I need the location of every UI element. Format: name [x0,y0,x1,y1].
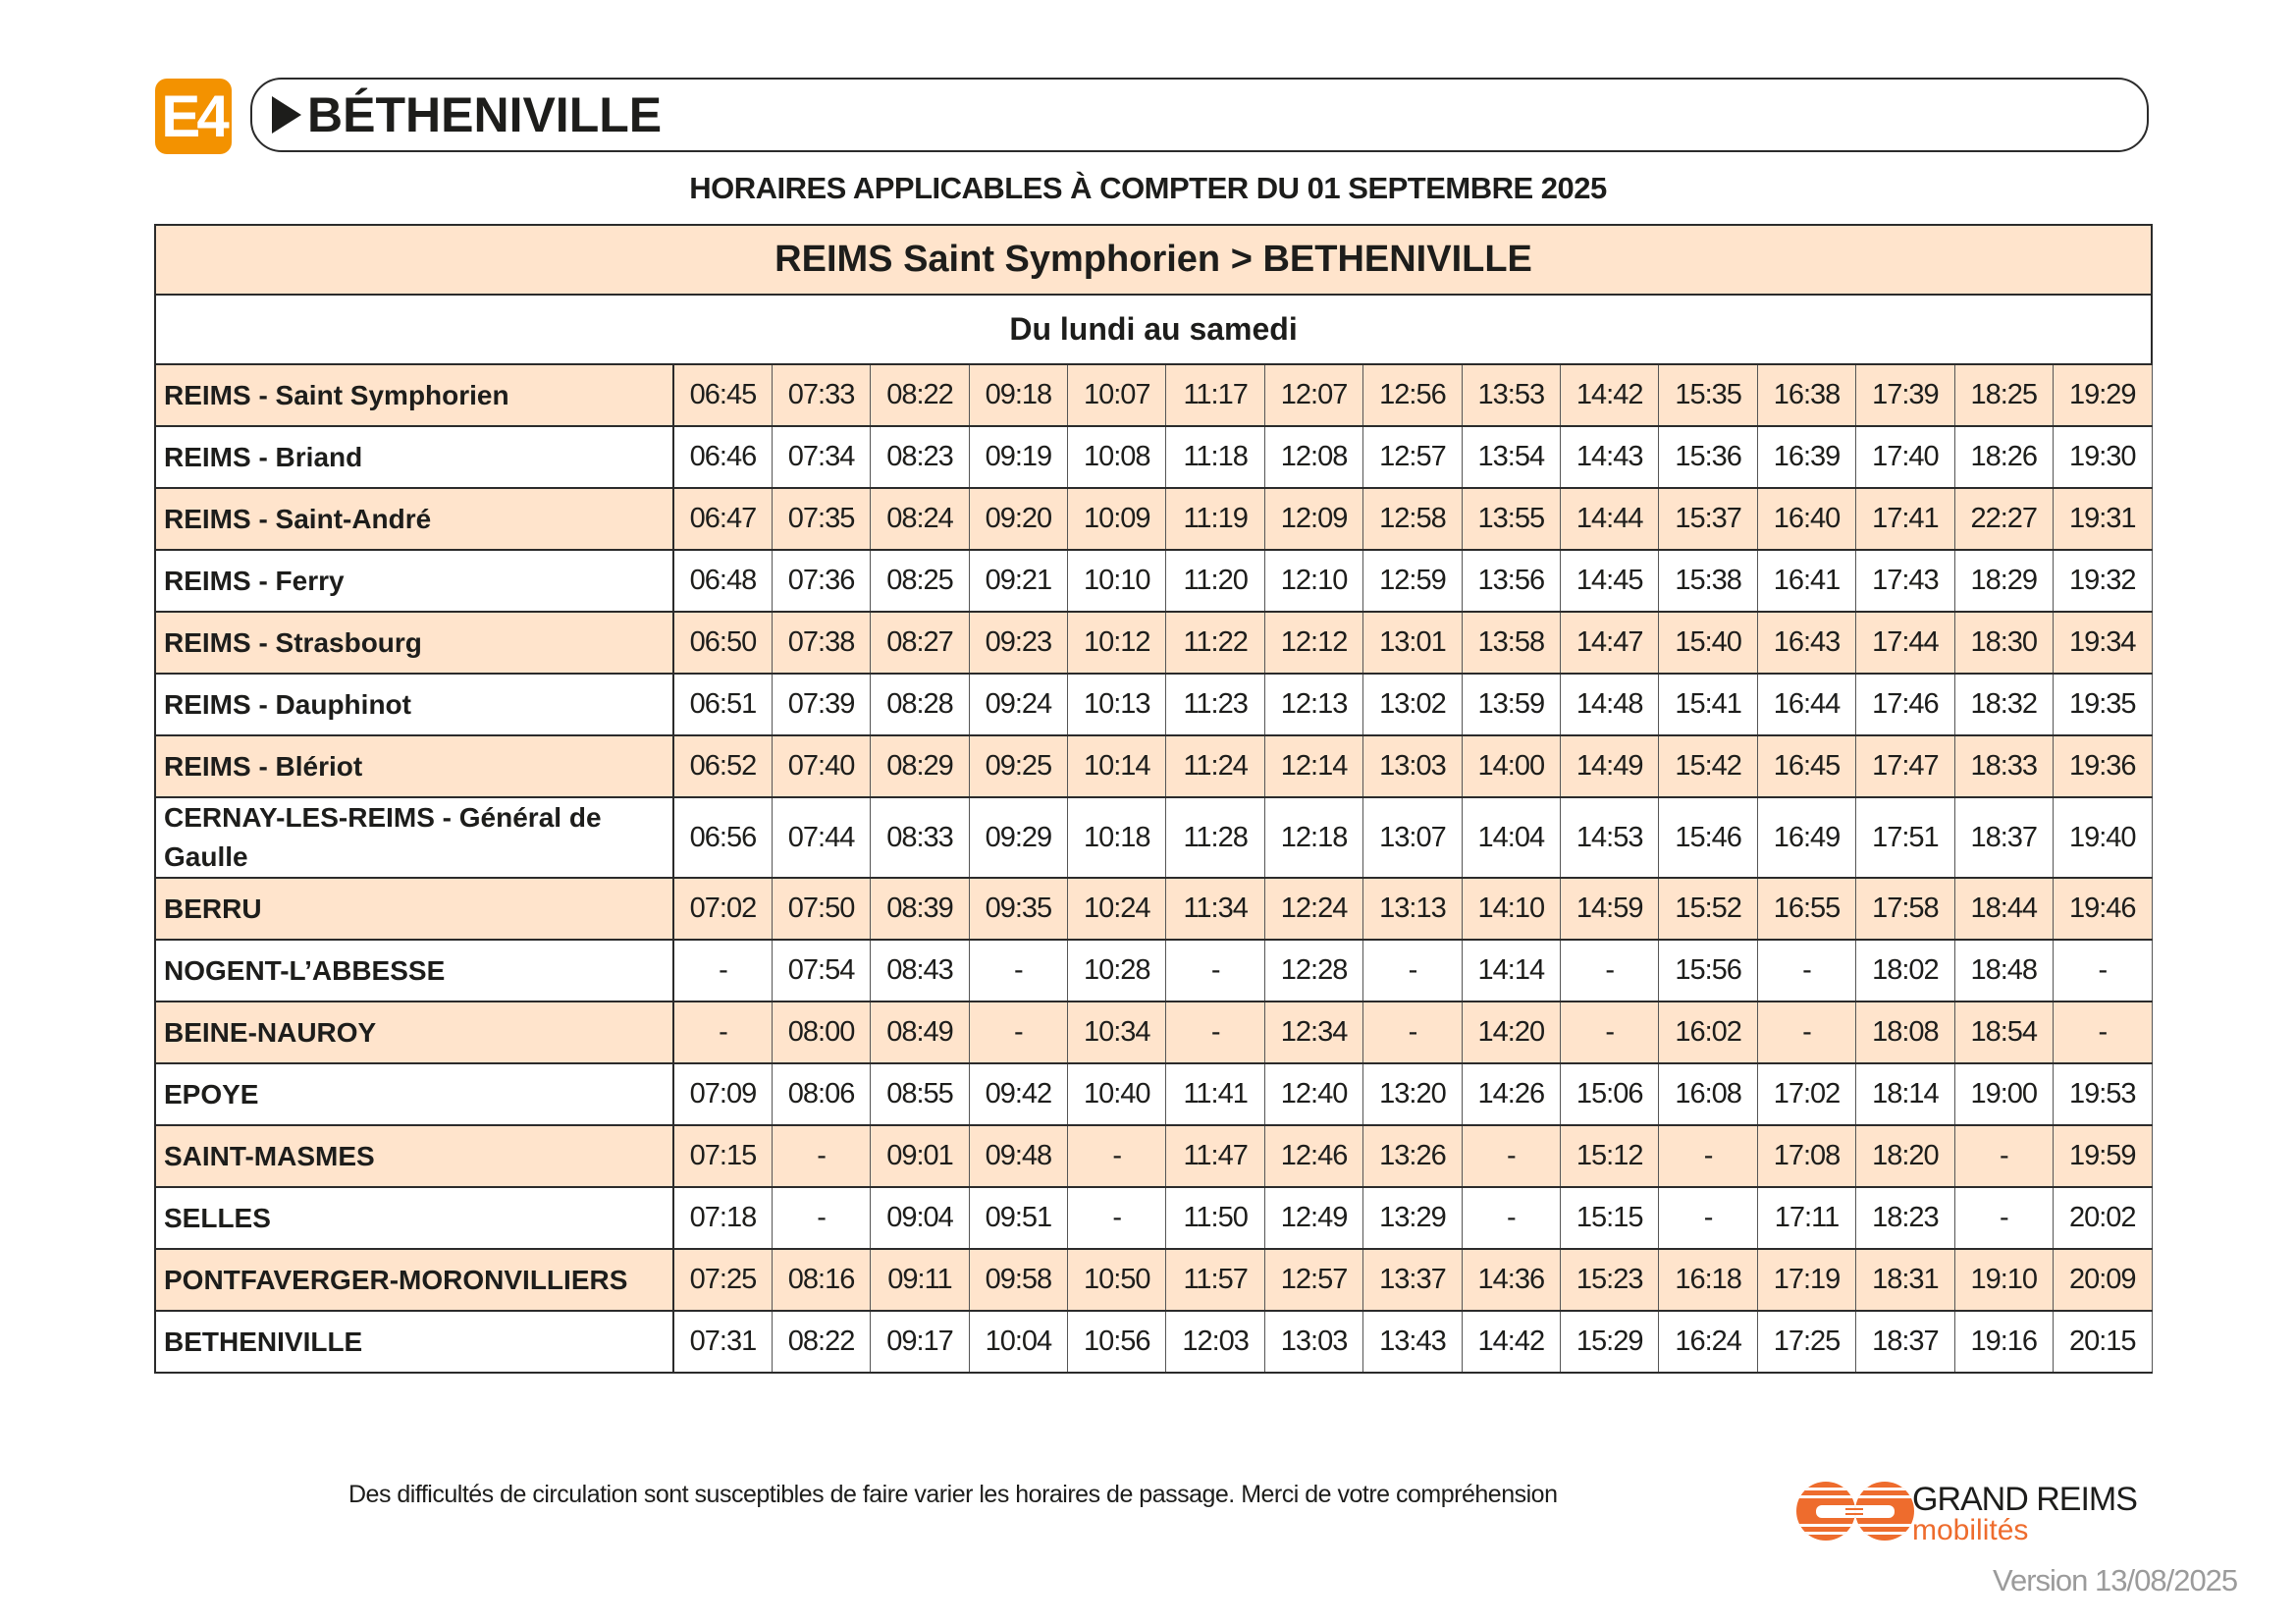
departure-time: 13:20 [1363,1063,1462,1125]
departure-time: 12:09 [1264,488,1362,550]
departure-time: 08:22 [871,364,969,426]
departure-time: 14:48 [1561,674,1659,735]
departure-time: 19:40 [2053,797,2152,878]
departure-time: 06:52 [673,735,772,797]
departure-time: - [1363,1001,1462,1063]
departure-time: 12:34 [1264,1001,1362,1063]
departure-time: 17:44 [1856,612,1954,674]
departure-time: 06:50 [673,612,772,674]
departure-time: 14:44 [1561,488,1659,550]
departure-time: 15:52 [1659,878,1757,940]
departure-time: 06:47 [673,488,772,550]
departure-time: 15:12 [1561,1125,1659,1187]
departure-time: 12:40 [1264,1063,1362,1125]
departure-time: 17:46 [1856,674,1954,735]
departure-time: - [2053,940,2152,1001]
departure-time: - [1068,1125,1166,1187]
departure-time: 09:17 [871,1311,969,1373]
departure-time: 19:29 [2053,364,2152,426]
table-row [155,1249,2152,1311]
departure-time: 17:41 [1856,488,1954,550]
departure-time: 12:10 [1264,550,1362,612]
departure-time: 14:36 [1462,1249,1560,1311]
departure-time: - [969,1001,1067,1063]
departure-time: 14:20 [1462,1001,1560,1063]
departure-time: 12:56 [1363,364,1462,426]
departure-time: 19:36 [2053,735,2152,797]
departure-time: 19:59 [2053,1125,2152,1187]
departure-time: 09:29 [969,797,1067,878]
departure-time: 09:35 [969,878,1067,940]
departure-time: 11:17 [1166,364,1264,426]
departure-time: 17:08 [1757,1125,1855,1187]
departure-time: 17:25 [1757,1311,1855,1373]
departure-time: 14:53 [1561,797,1659,878]
departure-time: 06:46 [673,426,772,488]
departure-time: 08:00 [772,1001,870,1063]
table-row [155,364,2152,426]
departure-time: 13:13 [1363,878,1462,940]
departure-time: 12:03 [1166,1311,1264,1373]
departure-time: 11:23 [1166,674,1264,735]
departure-time: 10:40 [1068,1063,1166,1125]
departure-time: 14:00 [1462,735,1560,797]
departure-time: 13:59 [1462,674,1560,735]
table-row [155,735,2152,797]
departure-time: - [969,940,1067,1001]
departure-time: 20:09 [2053,1249,2152,1311]
departure-time: 08:22 [772,1311,870,1373]
stop-name: BERRU [155,878,673,940]
departure-time: - [1561,940,1659,1001]
departure-time: 15:36 [1659,426,1757,488]
departure-time: 08:28 [871,674,969,735]
departure-time: 07:31 [673,1311,772,1373]
departure-time: 13:55 [1462,488,1560,550]
departure-time: - [1166,1001,1264,1063]
stop-name: SAINT-MASMES [155,1125,673,1187]
departure-time: - [1166,940,1264,1001]
departure-time: - [1954,1125,2053,1187]
departure-time: 16:02 [1659,1001,1757,1063]
departure-time: - [2053,1001,2152,1063]
departure-time: 09:51 [969,1187,1067,1249]
departure-time: 18:25 [1954,364,2053,426]
departure-time: 18:48 [1954,940,2053,1001]
departure-time: 17:39 [1856,364,1954,426]
departure-time: 10:14 [1068,735,1166,797]
departure-time: 19:31 [2053,488,2152,550]
disclaimer-text: Des difficultés de circulation sont susceptibles de faire varier les horaires de passage. Merci de votre compréhension [348,1481,1558,1508]
departure-time: 15:56 [1659,940,1757,1001]
departure-time: 09:42 [969,1063,1067,1125]
departure-time: 10:13 [1068,674,1166,735]
departure-time: 19:34 [2053,612,2152,674]
departure-time: 16:18 [1659,1249,1757,1311]
service-days: Du lundi au samedi [155,295,2152,364]
departure-time: 07:44 [772,797,870,878]
departure-time: 18:26 [1954,426,2053,488]
departure-time: 10:10 [1068,550,1166,612]
departure-time: 08:06 [772,1063,870,1125]
departure-time: 11:18 [1166,426,1264,488]
departure-time: 12:46 [1264,1125,1362,1187]
departure-time: 18:32 [1954,674,2053,735]
departure-time: 15:42 [1659,735,1757,797]
departure-time: 18:30 [1954,612,2053,674]
departure-time: - [1068,1187,1166,1249]
departure-time: 09:21 [969,550,1067,612]
table-row [155,1063,2152,1125]
departure-time: 07:36 [772,550,870,612]
stop-name: SELLES [155,1187,673,1249]
departure-time: 17:58 [1856,878,1954,940]
departure-time: 17:02 [1757,1063,1855,1125]
departure-time: 07:40 [772,735,870,797]
departure-time: 16:43 [1757,612,1855,674]
departure-time: 18:54 [1954,1001,2053,1063]
stop-name: PONTFAVERGER-MORONVILLIERS [155,1249,673,1311]
departure-time: 18:20 [1856,1125,1954,1187]
departure-time: 14:43 [1561,426,1659,488]
departure-time: 10:08 [1068,426,1166,488]
version-label: Version 13/08/2025 [1993,1563,2238,1597]
table-row [155,550,2152,612]
departure-time: 16:38 [1757,364,1855,426]
departure-time: 18:23 [1856,1187,1954,1249]
departure-time: 07:02 [673,878,772,940]
departure-time: 08:27 [871,612,969,674]
departure-time: 07:15 [673,1125,772,1187]
departure-time: 11:57 [1166,1249,1264,1311]
table-row [155,940,2152,1001]
departure-time: 08:49 [871,1001,969,1063]
departure-time: 14:45 [1561,550,1659,612]
departure-time: 07:50 [772,878,870,940]
departure-time: 08:24 [871,488,969,550]
departure-time: - [1757,1001,1855,1063]
departure-time: 08:33 [871,797,969,878]
departure-time: - [1954,1187,2053,1249]
departure-time: 07:34 [772,426,870,488]
departure-time: 12:24 [1264,878,1362,940]
departure-time: 13:02 [1363,674,1462,735]
departure-time: 11:41 [1166,1063,1264,1125]
departure-time: 08:39 [871,878,969,940]
departure-time: 07:25 [673,1249,772,1311]
table-row [155,1001,2152,1063]
departure-time: 17:47 [1856,735,1954,797]
departure-time: 19:10 [1954,1249,2053,1311]
departure-time: - [1462,1125,1560,1187]
departure-time: 16:44 [1757,674,1855,735]
departure-time: 18:02 [1856,940,1954,1001]
table-row [155,488,2152,550]
departure-time: 15:06 [1561,1063,1659,1125]
departure-time: 13:07 [1363,797,1462,878]
departure-time: 06:48 [673,550,772,612]
line-badge: E4 [155,79,232,154]
departure-time: 10:34 [1068,1001,1166,1063]
departure-time: 12:18 [1264,797,1362,878]
departure-time: 17:43 [1856,550,1954,612]
departure-time: 19:35 [2053,674,2152,735]
departure-time: 09:24 [969,674,1067,735]
departure-time: 17:51 [1856,797,1954,878]
departure-time: 13:43 [1363,1311,1462,1373]
departure-time: 08:25 [871,550,969,612]
stop-name: REIMS - Ferry [155,550,673,612]
departure-time: 13:29 [1363,1187,1462,1249]
destination-title-bar [250,78,2149,152]
departure-time: 16:41 [1757,550,1855,612]
departure-time: 10:56 [1068,1311,1166,1373]
departure-time: 17:19 [1757,1249,1855,1311]
departure-time: 14:42 [1462,1311,1560,1373]
departure-time: 11:22 [1166,612,1264,674]
departure-time: 18:33 [1954,735,2053,797]
departure-time: 09:25 [969,735,1067,797]
departure-time: 09:18 [969,364,1067,426]
departure-time: 07:09 [673,1063,772,1125]
departure-time: 08:23 [871,426,969,488]
departure-time: 10:18 [1068,797,1166,878]
departure-time: 22:27 [1954,488,2053,550]
departure-time: 18:14 [1856,1063,1954,1125]
departure-time: 08:43 [871,940,969,1001]
departure-time: 11:34 [1166,878,1264,940]
departure-time: 09:23 [969,612,1067,674]
departure-time: 08:16 [772,1249,870,1311]
departure-time: 09:04 [871,1187,969,1249]
stop-name: CERNAY-LES-REIMS - Général de Gaulle [155,797,673,878]
departure-time: 10:12 [1068,612,1166,674]
stop-name: NOGENT-L’ABBESSE [155,940,673,1001]
departure-time: 18:08 [1856,1001,1954,1063]
play-arrow-icon [272,96,301,134]
departure-time: 19:32 [2053,550,2152,612]
departure-time: 16:39 [1757,426,1855,488]
departure-time: 19:30 [2053,426,2152,488]
departure-time: 10:09 [1068,488,1166,550]
departure-time: 12:28 [1264,940,1362,1001]
departure-time: 11:19 [1166,488,1264,550]
departure-time: 16:45 [1757,735,1855,797]
departure-time: 13:56 [1462,550,1560,612]
departure-time: 16:40 [1757,488,1855,550]
departure-time: 09:20 [969,488,1067,550]
departure-time: - [1561,1001,1659,1063]
departure-time: 18:44 [1954,878,2053,940]
brand-name: GRAND REIMS [1912,1481,2137,1518]
departure-time: 15:37 [1659,488,1757,550]
departure-time: 06:51 [673,674,772,735]
stop-name: REIMS - Saint-André [155,488,673,550]
stop-name: REIMS - Blériot [155,735,673,797]
departure-time: 18:31 [1856,1249,1954,1311]
departure-time: 13:37 [1363,1249,1462,1311]
departure-time: 16:08 [1659,1063,1757,1125]
effective-date-notice: HORAIRES APPLICABLES À COMPTER DU 01 SEPTEMBRE 2025 [689,171,1607,205]
departure-time: 12:12 [1264,612,1362,674]
departure-time: - [673,940,772,1001]
departure-time: 11:50 [1166,1187,1264,1249]
stop-name: BEINE-NAUROY [155,1001,673,1063]
departure-time: 09:01 [871,1125,969,1187]
departure-time: 12:13 [1264,674,1362,735]
departure-time: 07:38 [772,612,870,674]
departure-time: 09:48 [969,1125,1067,1187]
departure-time: 16:49 [1757,797,1855,878]
departure-time: 08:55 [871,1063,969,1125]
departure-time: 19:53 [2053,1063,2152,1125]
departure-time: 10:24 [1068,878,1166,940]
departure-time: 19:00 [1954,1063,2053,1125]
brand-subtitle: mobilités [1912,1514,2029,1546]
departure-time: 14:59 [1561,878,1659,940]
destination-title: BÉTHENIVILLE [307,87,663,142]
departure-time: 10:50 [1068,1249,1166,1311]
departure-time: 18:37 [1954,797,2053,878]
departure-time: 10:28 [1068,940,1166,1001]
departure-time: 13:03 [1264,1311,1362,1373]
departure-time: 14:47 [1561,612,1659,674]
departure-time: 14:49 [1561,735,1659,797]
departure-time: - [1462,1187,1560,1249]
departure-time: 18:37 [1856,1311,1954,1373]
departure-time: 15:35 [1659,364,1757,426]
table-row [155,674,2152,735]
departure-time: 07:33 [772,364,870,426]
departure-time: 08:29 [871,735,969,797]
table-row [155,612,2152,674]
departure-time: 11:28 [1166,797,1264,878]
departure-time: 20:02 [2053,1187,2152,1249]
departure-time: 12:08 [1264,426,1362,488]
timetable [154,224,2153,1374]
stop-name: REIMS - Dauphinot [155,674,673,735]
departure-time: 11:24 [1166,735,1264,797]
departure-time: 14:26 [1462,1063,1560,1125]
departure-time: 16:24 [1659,1311,1757,1373]
route-title: REIMS Saint Symphorien > BETHENIVILLE [155,225,2152,295]
departure-time: 10:04 [969,1311,1067,1373]
departure-time: 15:46 [1659,797,1757,878]
table-row [155,1311,2152,1373]
departure-time: 11:47 [1166,1125,1264,1187]
departure-time: 19:16 [1954,1311,2053,1373]
table-row [155,426,2152,488]
departure-time: 18:29 [1954,550,2053,612]
departure-time: 17:11 [1757,1187,1855,1249]
departure-time: 17:40 [1856,426,1954,488]
departure-time: 12:59 [1363,550,1462,612]
departure-time: - [1659,1187,1757,1249]
departure-time: 16:55 [1757,878,1855,940]
departure-time: 13:01 [1363,612,1462,674]
departure-time: 12:57 [1363,426,1462,488]
departure-time: 19:46 [2053,878,2152,940]
departure-time: 13:26 [1363,1125,1462,1187]
departure-time: 09:19 [969,426,1067,488]
departure-time: - [1659,1125,1757,1187]
departure-time: 07:54 [772,940,870,1001]
stop-name: EPOYE [155,1063,673,1125]
departure-time: 09:58 [969,1249,1067,1311]
departure-time: 13:54 [1462,426,1560,488]
table-row [155,878,2152,940]
departure-time: 15:38 [1659,550,1757,612]
stop-name: REIMS - Briand [155,426,673,488]
departure-time: 12:57 [1264,1249,1362,1311]
departure-time: 14:42 [1561,364,1659,426]
departure-time: 20:15 [2053,1311,2152,1373]
departure-time: 14:04 [1462,797,1560,878]
departure-time: 12:49 [1264,1187,1362,1249]
departure-time: 12:58 [1363,488,1462,550]
departure-time: 06:45 [673,364,772,426]
departure-time: 13:53 [1462,364,1560,426]
departure-time: 12:14 [1264,735,1362,797]
departure-time: 15:29 [1561,1311,1659,1373]
departure-time: 06:56 [673,797,772,878]
table-row [155,1125,2152,1187]
departure-time: 12:07 [1264,364,1362,426]
table-row [155,797,2152,878]
departure-time: 15:40 [1659,612,1757,674]
departure-time: 10:07 [1068,364,1166,426]
departure-time: 11:20 [1166,550,1264,612]
departure-time: - [1363,940,1462,1001]
departure-time: 14:10 [1462,878,1560,940]
departure-time: 15:41 [1659,674,1757,735]
departure-time: - [772,1125,870,1187]
departure-time: - [772,1187,870,1249]
grand-reims-logo-icon [1794,1480,1916,1543]
departure-time: 07:35 [772,488,870,550]
departure-time: - [673,1001,772,1063]
departure-time: - [1757,940,1855,1001]
departure-time: 15:15 [1561,1187,1659,1249]
departure-time: 13:03 [1363,735,1462,797]
stop-name: BETHENIVILLE [155,1311,673,1373]
departure-time: 13:58 [1462,612,1560,674]
departure-time: 14:14 [1462,940,1560,1001]
stop-name: REIMS - Saint Symphorien [155,364,673,426]
stop-name: REIMS - Strasbourg [155,612,673,674]
departure-time: 07:18 [673,1187,772,1249]
departure-time: 15:23 [1561,1249,1659,1311]
table-row [155,1187,2152,1249]
departure-time: 07:39 [772,674,870,735]
departure-time: 09:11 [871,1249,969,1311]
